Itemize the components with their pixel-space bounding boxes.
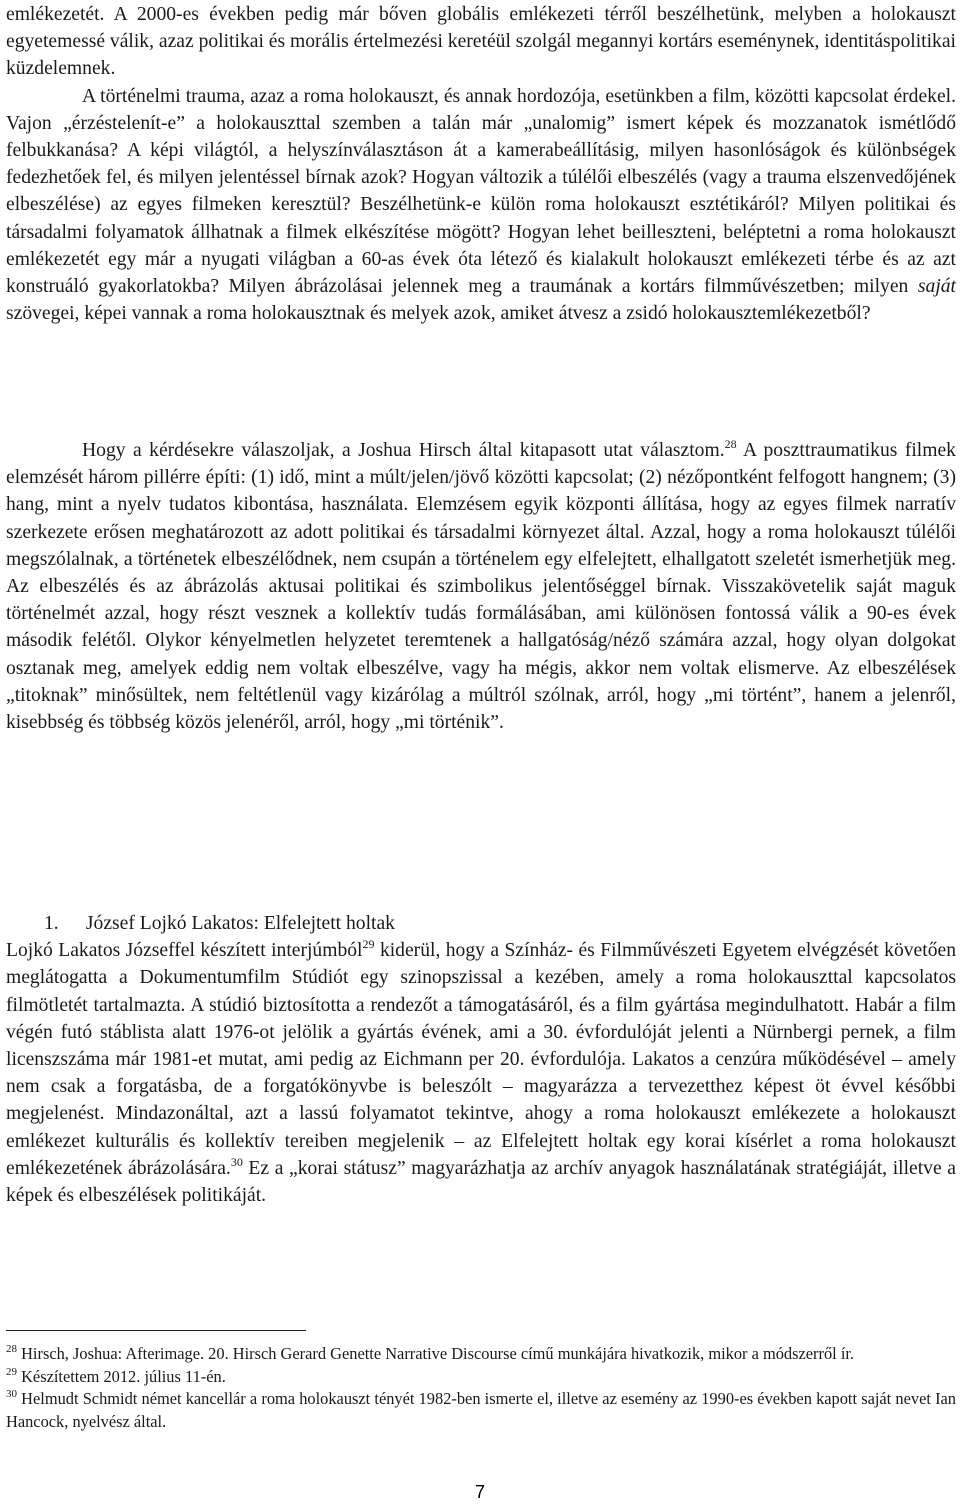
method-text-rest: A poszttraumatikus filmek elemzését három pillérre építi: (1) idő, mint a múlt/jelen/jövő közötti kapcsolat; (2) nézőpontként felfogott hangnem; (3) hang, mint a nyelv tudatos kibontása, használata. Elemzésem egyik központi állítása, hogy az egyes filmek narratív szerkezete erősen meghatározott az adott politikai és társadalmi környezet által. Azzal, hogy a roma holokauszt túlélői megszólalnak, a történetek elbeszélődnek, nem csupán a történelem egy elfelejtett, elhallgatott szeletét ismerhetjük meg. Az elbeszélés és az ábrázolás aktusai politikai és szimbolikus jelentőséggel bírnak. Visszakövetelik saját maguk történelmét azzal, hogy részt vesznek a kollektív tudás formálásában, ami különösen fontossá válik a 90-es évek második felétől. Olykor kényelmetlen helyzetet teremtenek a hallgatóság/néző számára azzal, hogy olyan dolgokat osztanak meg, amelyek eddig nem voltak elbeszélve, vagy ha mégis, akkor nem voltak elismerve. Az elbeszélések „titoknak” minősültek, nem feltétlenül vagy kizárólag a múltról szólnak, arról, hogy „mi történt”, hanem a jelenről, kisebbség és többség közös jelenéről, arról, hogy „mi történik”. <box>6 440 956 734</box>
paragraph-intro <box>6 1 956 327</box>
footnote-ref-28[interactable]: 28 <box>724 437 737 451</box>
section-lojko <box>6 910 956 1209</box>
footnote-number: 28 <box>6 1343 17 1355</box>
footnote-text: Hirsch, Joshua: Afterimage. 20. Hirsch Gerard Genette Narrative Discourse című munkájára hivatkozik, mikor a módszerről ír. <box>17 1344 855 1363</box>
emphasis-sajat: saját <box>917 276 956 298</box>
questions-text: A történelmi trauma, azaz a roma holokauszt, és annak hordozója, esetünkben a film, közötti kapcsolat érdekel. Vajon „érzéstelenít-e” a holokauszttal szemben a talán már „unalomig” ismert képek és mozzanatok ismétlődő felbukkanása? A képi világtól, a helyszínválasztáson át a kamerabeállításig, milyen hasonlóságok és különbségek fedezhetőek fel, és milyen jelentéssel bírnak azok? Hogyan változik a túlélői elbeszélés (vagy a trauma elszenvedőjének elbeszélése) az egyes filmeken keresztül? Beszélhetünk-e külön roma holokauszt esztétikáról? Milyen politikai és társadalmi folyamatok állhatnak a filmek elkészítése mögött? Hogyan lehet beilleszteni, beléptetni a roma holokauszt emlékezetét egy már a nyugati világban a 60-as évek óta létező és kialakult holokauszt emlékezeti térbe és az azt konstruáló gyakorlatokba? Milyen ábrázolásai jelennek meg a traumának a kortárs filmművészetben; milyen <box>6 85 956 298</box>
footnote-text: Helmudt Schmidt német kancellár a roma holokauszt tényét 1982-ben ismerte el, illetve az esemény az 1990-es években kapott saját nevet Ian Hancock, nyelvész által. <box>6 1389 956 1431</box>
document-page <box>6 0 956 1509</box>
paragraph-lojko <box>6 937 956 1209</box>
section-number: 1. <box>44 913 59 934</box>
footnote-30 <box>6 1388 956 1433</box>
footnote-29 <box>6 1366 956 1389</box>
footnote-ref-29[interactable]: 29 <box>362 937 375 952</box>
footnote-separator <box>6 1330 306 1331</box>
footnotes <box>6 1343 956 1433</box>
questions-text-end: szövegei, képei vannak a roma holokausztnak és melyek azok, amiket átvesz a zsidó holokausztemlékezetből? <box>6 303 871 325</box>
lojko-text-middle: kiderül, hogy a Színház- és Filmművészeti Egyetem elvégzését követően meglátogatta a Dokumentumfilm Stúdiót egy szinopszissal a kezében, amely a roma holokauszttal kapcsolatos filmötletét tartalmazta. A stúdió biztosította a rendezőt a támogatásáról, és a film gyártása megindulhatott. Habár a film végén futó stáblista alatt 1976-ot jelölik a gyártás évének, ami a 30. évfordulóját jelenti a Nürnbergi pernek, a film licenszszáma már 1981-et mutat, ami pedig az Eichmann per 20. évfordulója. Lakatos a cenzúra működésével – amely nem csak a forgatásba, de a forgatókönyvbe is beleszólt – magyarázza a tervezetthez képest öt évvel későbbi megjelenést. Mindazonáltal, azt a lassú folyamatot tekintve, ahogy a roma holokauszt emlékezete a holokauszt emlékezet kulturális és kollektív tereiben megjelenik – az Elfelejtett holtak egy korai kísérlet a roma holokauszt emlékezetének ábrázolására. <box>6 940 956 1179</box>
footnote-number: 30 <box>6 1388 17 1401</box>
section-title: József Lojkó Lakatos: Elfelejtett holtak <box>85 913 395 934</box>
paragraph-intro-part1: emlékezetét. A 2000-es években pedig már bőven globális emlékezeti térről beszélhetünk, melyben a holokauszt egyetemessé válik, azaz politikai és morális értelmezési keretéül szolgál megannyi kortárs eseménynek, identitáspolitikai küzdelemnek. <box>6 4 956 80</box>
paragraph-method <box>6 437 956 736</box>
paragraph-questions <box>6 83 956 328</box>
footnote-ref-30[interactable]: 30 <box>230 1154 243 1169</box>
lojko-text-start: Lojkó Lakatos Józseffel készített interjúmból <box>6 940 363 962</box>
footnote-text: Készítettem 2012. július 11-én. <box>17 1366 226 1386</box>
section-heading <box>6 910 956 937</box>
method-text-start: Hogy a kérdésekre válaszoljak, a Joshua Hirsch által kitapasott utat választom. <box>82 440 725 461</box>
footnote-number: 29 <box>6 1365 17 1378</box>
page-number: 7 <box>474 1482 485 1502</box>
paragraph-method-text <box>6 437 956 736</box>
lojko-text-end: Ez a „korai státusz” magyarázhatja az archív anyagok használatának stratégiáját, illetve a képek és elbeszélések politikáját. <box>6 1157 956 1207</box>
footnote-28 <box>6 1343 956 1366</box>
